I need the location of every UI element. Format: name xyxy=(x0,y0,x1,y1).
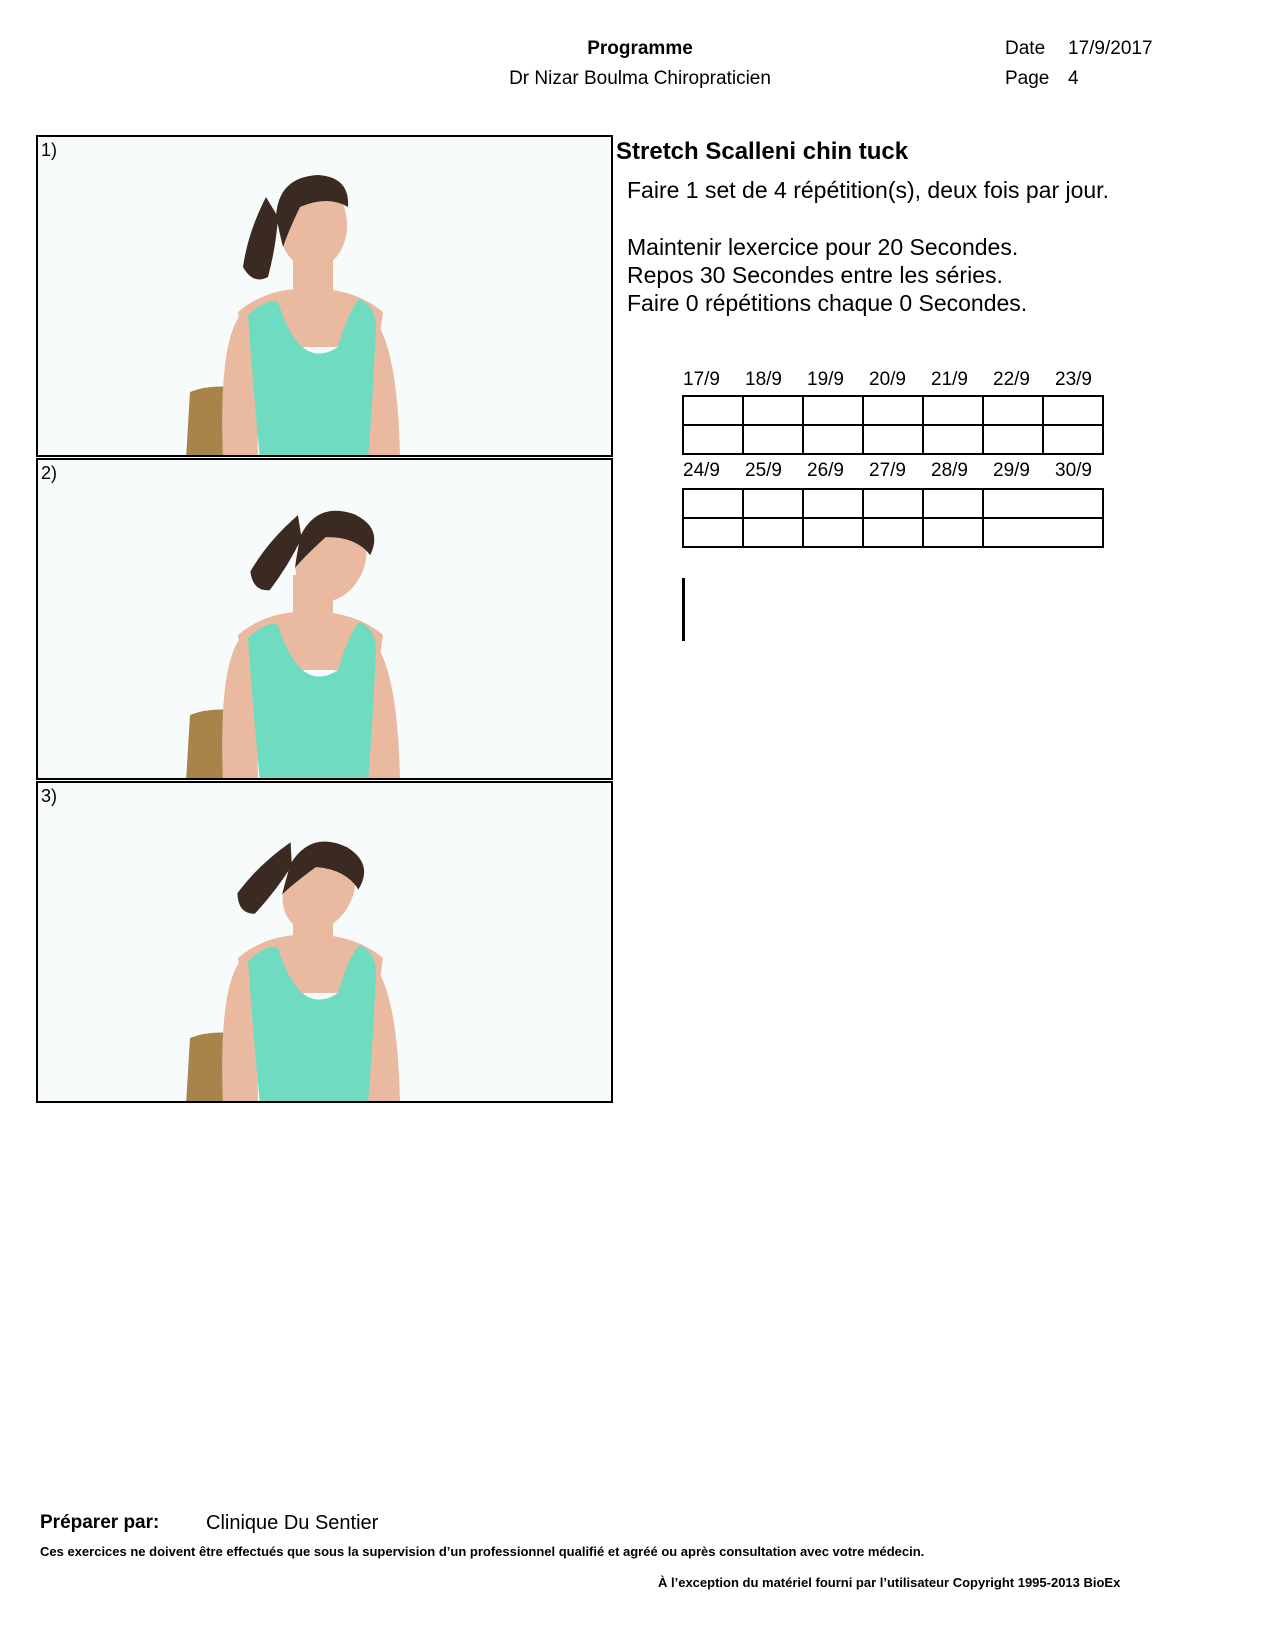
date-label-cell: 23/9 xyxy=(1055,369,1092,390)
checkbox-cell[interactable] xyxy=(803,489,863,518)
date-label-cell: 25/9 xyxy=(745,460,782,481)
woman-illustration-neutral xyxy=(38,137,613,457)
date-label-cell: 18/9 xyxy=(745,369,782,390)
checkbox-cell[interactable] xyxy=(923,396,983,425)
checkbox-cell[interactable] xyxy=(683,425,743,454)
checkbox-cell[interactable] xyxy=(743,489,803,518)
date-label-cell: 24/9 xyxy=(683,460,720,481)
hold-instruction: Maintenir lexercice pour 20 Secondes. xyxy=(627,234,1019,260)
date-label-cell: 29/9 xyxy=(993,460,1030,481)
checkbox-cell[interactable] xyxy=(983,489,1103,518)
date-label-cell: 20/9 xyxy=(869,369,906,390)
date-label-cell: 21/9 xyxy=(931,369,968,390)
copyright-text: À l’exception du matériel fourni par l’utilisateur Copyright 1995-2013 BioEx xyxy=(658,1575,1121,1590)
ponytail xyxy=(243,197,278,279)
prepared-by-label: Préparer par: xyxy=(40,1512,160,1533)
image-number: 2) xyxy=(41,463,58,483)
date-label-cell: 28/9 xyxy=(931,460,968,481)
date-value: 17/9/2017 xyxy=(1068,38,1153,59)
disclaimer-text: Ces exercices ne doivent être effectués que sous la supervision d’un professionnel qualifié et agréé ou après consultation avec votre médecin. xyxy=(40,1544,925,1559)
reps-instruction: Faire 0 répétitions chaque 0 Secondes. xyxy=(627,290,1028,316)
text-cursor xyxy=(682,578,685,641)
exercise-image-2 xyxy=(36,458,613,780)
checkbox-cell[interactable] xyxy=(683,489,743,518)
program-title: Programme xyxy=(587,38,693,59)
checkbox-cell[interactable] xyxy=(683,518,743,547)
checkbox-cell[interactable] xyxy=(743,396,803,425)
image-number: 3) xyxy=(41,786,58,806)
checkbox-cell[interactable] xyxy=(1043,396,1103,425)
checkbox-cell[interactable] xyxy=(923,518,983,547)
checkbox-cell[interactable] xyxy=(863,518,923,547)
checkbox-cell[interactable] xyxy=(863,425,923,454)
checkbox-cell[interactable] xyxy=(983,396,1043,425)
date-label-cell: 19/9 xyxy=(807,369,844,390)
exercise-image-3 xyxy=(36,781,613,1103)
checkbox-cell[interactable] xyxy=(863,489,923,518)
date-label-cell: 26/9 xyxy=(807,460,844,481)
woman-illustration-tilt-down xyxy=(38,783,613,1103)
page-value: 4 xyxy=(1068,68,1079,89)
date-label-cell: 17/9 xyxy=(683,369,720,390)
checkbox-cell[interactable] xyxy=(803,518,863,547)
exercise-image-1 xyxy=(36,135,613,457)
checkbox-cell[interactable] xyxy=(1043,425,1103,454)
checkbox-cell[interactable] xyxy=(743,518,803,547)
checkbox-cell[interactable] xyxy=(983,425,1043,454)
checkbox-cell[interactable] xyxy=(803,396,863,425)
date-label-cell: 27/9 xyxy=(869,460,906,481)
checkbox-cell[interactable] xyxy=(863,396,923,425)
rest-instruction: Repos 30 Secondes entre les séries. xyxy=(627,262,1003,288)
checkbox-cell[interactable] xyxy=(923,489,983,518)
woman-illustration-tilt xyxy=(38,460,613,780)
date-label-cell: 30/9 xyxy=(1055,460,1092,481)
prepared-by-value: Clinique Du Sentier xyxy=(206,1512,379,1534)
checkbox-cell[interactable] xyxy=(743,425,803,454)
calendar-week-2-grid xyxy=(682,488,1104,548)
image-number: 1) xyxy=(41,140,58,160)
calendar-week-1-grid xyxy=(682,395,1104,455)
exercise-title: Stretch Scalleni chin tuck xyxy=(616,138,909,165)
checkbox-cell[interactable] xyxy=(983,518,1103,547)
date-label-cell: 22/9 xyxy=(993,369,1030,390)
checkbox-cell[interactable] xyxy=(923,425,983,454)
checkbox-cell[interactable] xyxy=(683,396,743,425)
page-label: Page xyxy=(1005,68,1050,89)
sets-instruction: Faire 1 set de 4 répétition(s), deux fois par jour. xyxy=(627,177,1109,203)
practitioner-name: Dr Nizar Boulma Chiropraticien xyxy=(509,68,771,89)
date-label: Date xyxy=(1005,38,1046,59)
checkbox-cell[interactable] xyxy=(803,425,863,454)
